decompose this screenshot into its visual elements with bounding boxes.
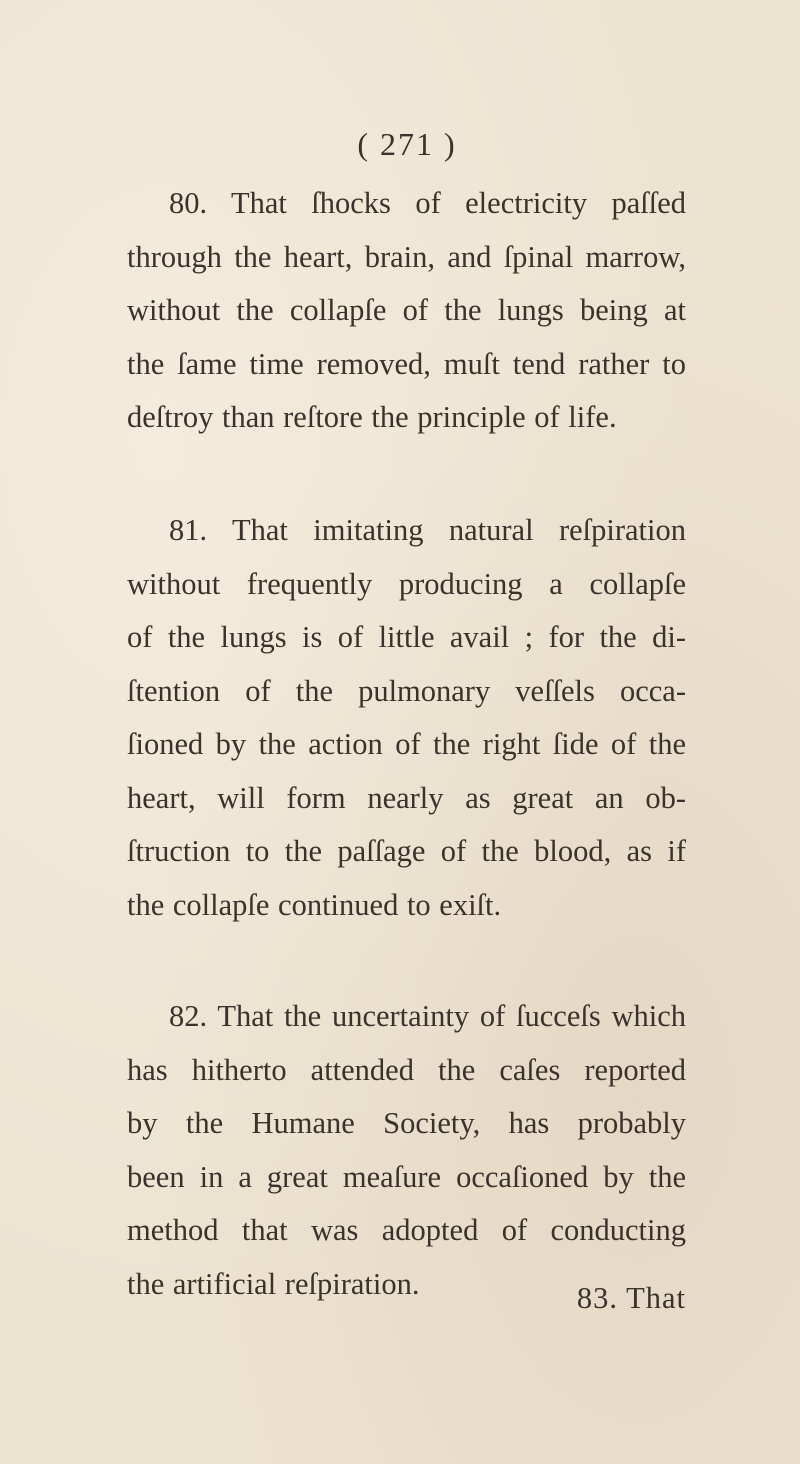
text-line: of the lungs is of little avail ; for the di- xyxy=(127,620,686,654)
paragraph-80 xyxy=(127,177,686,445)
text-line: the ſame time removed, muſt tend rather to xyxy=(127,346,686,381)
text-line: without the collapſe of the lungs being at xyxy=(127,293,686,327)
paragraph-81 xyxy=(127,504,686,932)
text-line: 82. That the uncertainty of ſucceſs which xyxy=(169,999,686,1033)
text-line: ſtention of the pulmonary veſſels occa- xyxy=(127,673,686,708)
text-line: the artificial reſpiration. xyxy=(127,1266,420,1301)
paragraph-82 xyxy=(127,990,686,1311)
text-line: without frequently producing a collapſe xyxy=(127,566,686,601)
page-number: ( 271 ) xyxy=(357,126,457,162)
text-line: ſtruction to the paſſage of the blood, as if xyxy=(127,834,686,868)
text-line: heart, will form nearly as great an ob- xyxy=(127,780,686,815)
text-line: 80. That ſhocks of electricity paſſed xyxy=(169,186,686,220)
catchword: 83. That xyxy=(576,1281,686,1315)
text-line: method that was adopted of conducting xyxy=(127,1213,686,1247)
text-line: deſtroy than reſtore the principle of life. xyxy=(127,400,617,434)
text-line: has hitherto attended the caſes reported xyxy=(127,1052,686,1087)
text-line: by the Humane Society, has probably xyxy=(127,1106,686,1140)
text-line: 81. That imitating natural reſpiration xyxy=(169,513,686,547)
text-line: ſioned by the action of the right ſide of the xyxy=(127,727,686,761)
text-line: through the heart, brain, and ſpinal marrow, xyxy=(127,239,686,274)
text-line: been in a great meaſure occaſioned by the xyxy=(127,1159,686,1194)
text-line: the collapſe continued to exiſt. xyxy=(127,887,502,922)
